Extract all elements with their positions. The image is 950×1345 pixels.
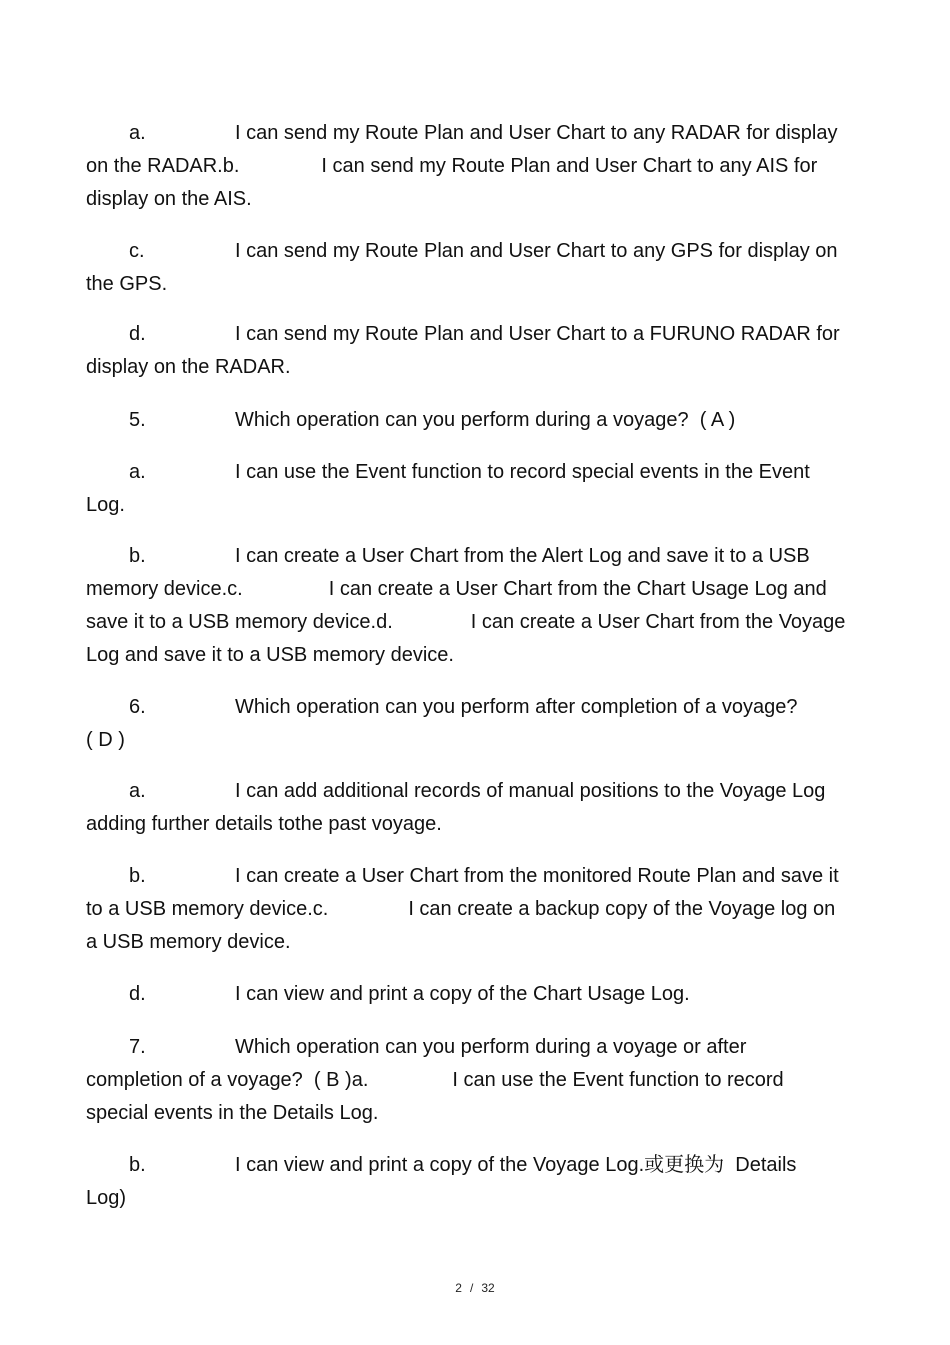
question-text: Which operation can you perform during a voyage or after	[235, 1036, 747, 1058]
text-line	[86, 606, 886, 639]
item-marker: c.	[129, 240, 145, 262]
item-text: completion of a voyage? ( B )a.	[86, 1069, 369, 1091]
question	[86, 691, 886, 757]
item-text: Log)	[86, 1187, 127, 1209]
item-marker: d.	[129, 983, 146, 1005]
text-line	[86, 318, 886, 351]
text-line	[86, 489, 886, 522]
item-text: to a USB memory device.c.	[86, 898, 329, 920]
text-line	[86, 1064, 886, 1097]
text-line	[86, 639, 886, 672]
paragraph	[86, 860, 886, 959]
item-text: I can create a User Chart from the Voyage	[470, 611, 846, 633]
item-marker: a.	[129, 461, 146, 483]
question-number: 7.	[129, 1036, 146, 1058]
item-text: Log.	[86, 494, 125, 516]
item-text: a USB memory device.	[86, 931, 291, 953]
paragraph	[86, 775, 886, 841]
item-text: I can send my Route Plan and User Chart to a FURUNO RADAR for	[235, 323, 840, 345]
text-line	[86, 691, 886, 724]
text-line	[86, 1182, 886, 1215]
paragraph	[86, 978, 886, 1011]
item-marker: d.	[129, 323, 146, 345]
item-text: I can send my Route Plan and User Chart to any AIS for	[321, 155, 818, 177]
text-line	[86, 775, 886, 808]
item-text: special events in the Details Log.	[86, 1102, 379, 1124]
text-line	[86, 926, 886, 959]
text-line	[86, 808, 886, 841]
page-number: 2	[455, 1281, 462, 1295]
text-line	[86, 724, 886, 757]
paragraph	[86, 318, 886, 384]
item-text: display on the RADAR.	[86, 356, 291, 378]
question-number: 5.	[129, 409, 146, 431]
item-text: display on the AIS.	[86, 188, 252, 210]
item-text: I can create a User Chart from the Alert Log and save it to a USB	[235, 545, 810, 567]
question-text: Which operation can you perform after completion of a voyage?	[235, 696, 798, 718]
text-line	[86, 150, 886, 183]
item-text: I can create a User Chart from the Chart Usage Log and	[328, 578, 827, 600]
item-text: save it to a USB memory device.d.	[86, 611, 393, 633]
text-line	[86, 351, 886, 384]
question-answer: ( D )	[86, 729, 125, 751]
item-marker: b.	[129, 545, 146, 567]
text-line	[86, 456, 886, 489]
paragraph	[86, 540, 886, 672]
text-line	[86, 893, 886, 926]
question	[86, 1031, 886, 1130]
item-marker: a.	[129, 780, 146, 802]
item-text: I can create a backup copy of the Voyage log on	[408, 898, 836, 920]
item-text: I can use the Event function to record	[452, 1069, 784, 1091]
text-line	[86, 860, 886, 893]
item-text: the GPS.	[86, 273, 168, 295]
item-marker: b.	[129, 1154, 146, 1176]
page-separator: /	[469, 1281, 474, 1295]
text-line	[86, 117, 886, 150]
item-marker: a.	[129, 122, 146, 144]
item-text: on the RADAR.b.	[86, 155, 240, 177]
paragraph	[86, 235, 886, 301]
text-line	[86, 1031, 886, 1064]
question	[86, 404, 886, 437]
text-line	[86, 1097, 886, 1130]
item-text: memory device.c.	[86, 578, 243, 600]
page-footer	[0, 1281, 950, 1295]
item-text: I can send my Route Plan and User Chart to any RADAR for display	[235, 122, 838, 144]
question-text: Which operation can you perform during a voyage? ( A )	[235, 409, 736, 431]
text-line	[86, 1149, 886, 1182]
text-line	[86, 978, 886, 1011]
text-line	[86, 268, 886, 301]
item-marker: b.	[129, 865, 146, 887]
paragraph	[86, 117, 886, 216]
text-line	[86, 573, 886, 606]
text-line	[86, 540, 886, 573]
item-text: I can view and print a copy of the Voyage Log.或更换为 Details	[235, 1154, 797, 1176]
page-total: 32	[481, 1281, 495, 1295]
paragraph	[86, 456, 886, 522]
item-text: adding further details tothe past voyage.	[86, 813, 442, 835]
question-number: 6.	[129, 696, 146, 718]
item-text: I can view and print a copy of the Chart Usage Log.	[235, 983, 690, 1005]
text-line	[86, 183, 886, 216]
item-text: I can use the Event function to record special events in the Event	[235, 461, 810, 483]
text-line	[86, 404, 886, 437]
item-text: I can create a User Chart from the monitored Route Plan and save it	[235, 865, 839, 887]
item-text: I can send my Route Plan and User Chart to any GPS for display on	[235, 240, 838, 262]
paragraph	[86, 1149, 886, 1215]
item-text: Log and save it to a USB memory device.	[86, 644, 454, 666]
text-line	[86, 235, 886, 268]
item-text: I can add additional records of manual positions to the Voyage Log	[235, 780, 826, 802]
